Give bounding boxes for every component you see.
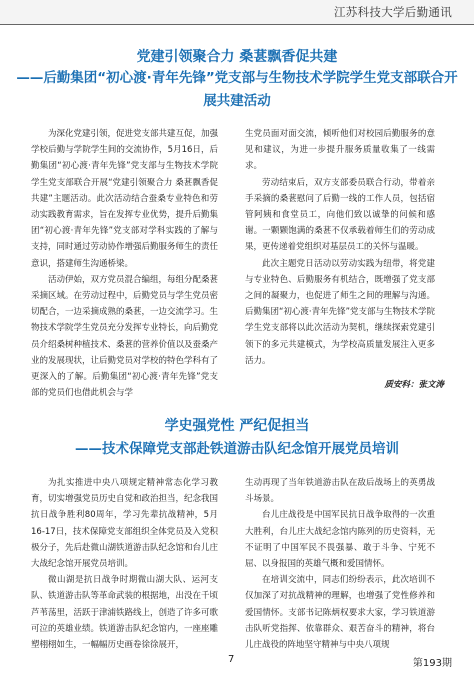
article1-subtitle: ——后勤集团“初心渡·青年先锋”党支部与生物技术学院学生党支部联合开展共建活动: [16, 70, 458, 109]
article1-left-column: [31, 126, 218, 401]
paragraph: 在培训交流中，同志们纷纷表示，此次培训不仅加深了对抗战精神的理解，也增强了党性修养和爱国情怀。支部书记陈炳权要求大家，学习铁道游击队听党指挥、依靠群众、艰苦奋斗的精神，将台儿庄战役的阵地坚守精神与中央八项规: [245, 575, 435, 651]
article1-author: 质安科：张文涛: [384, 380, 444, 390]
article2-subtitle: ——技术保障党支部赴铁道游击队纪念馆开展党员培训: [75, 441, 399, 457]
issue-number: 第193期: [412, 658, 452, 669]
article2-title: 学史强党性 严纪促担当: [164, 418, 310, 434]
paragraph: 此次主题党日活动以劳动实践为纽带，将党建与专业特色、后勤服务有机结合，既增强了党支部之间的凝聚力，也促进了师生之间的理解与沟通。后勤集团“初心渡·青年先锋”党支部与生物技术学院学生党支部将以此次活动为契机，继续探索党建引领下的多元共建模式，为学校高质量发展注入更多活力。: [245, 258, 436, 366]
publication-title: 江苏科技大学后勤通讯: [334, 5, 452, 19]
page-number: 7: [228, 654, 235, 665]
paragraph: 台儿庄战役是中国军民抗日战争取得的一次重大胜利，台儿庄大战纪念馆内陈列的历史资料，无不证明了中国军民不畏强暴、敢于斗争、宁死不屈、以身报国的英雄气概和爱国情怀。: [245, 510, 435, 570]
paragraph: 劳动结束后，双方支部委员联合行动，带着亲手采摘的桑葚慰问了后勤一线的工作人员，包括宿管阿姨和食堂员工，向他们致以诚挚的问候和感谢。一颗颗饱满的桑葚不仅承载着师生们的劳动成果，更传递着党组织对基层员工的关怀与温暖。: [245, 177, 435, 253]
article2-right-column: [245, 475, 435, 653]
header-rule: [0, 24, 474, 25]
paragraph: 为扎实推进中央八项规定精神常态化学习教育，切实增强党员历史自觉和政治担当，纪念我国抗日战争胜利80周年，学习先辈抗战精神，5月16-17日，技术保障党支部组织全体党员及入党积极分子，先后赴微山湖铁道游击队纪念馆和台儿庄大战纪念馆开展党员培训。: [31, 478, 219, 570]
paragraph: 为深化党建引领，促进党支部共建互促，加强学校后勤与学院学生间的交流协作，5月16日，后勤集团“初心渡·青年先锋”党支部与生物技术学院学生党支部联合开展“党建引领聚合力 桑葚飘香促共建”主题活动。此次活动结合蚕桑专业特色和劳动实践教育需求，旨在发挥专业优势，提升后勤集团“初心渡·青年先锋”党支部对学科实践的了解与支持，同时通过劳动协作增强后勤服务师生的责任意识，搭建师生沟通桥梁。: [31, 129, 219, 269]
article1-right-column: [245, 126, 435, 369]
paragraph: 微山湖是抗日战争时期微山湖大队、运河支队、铁道游击队等革命武装的根据地，出没在千顷芦苇荡里，活跃于津浦铁路线上，创造了许多可歌可泣的英雄业绩。铁道游击队纪念馆内，一座座雕塑栩栩如生，一幅幅历史画卷徐徐展开，: [31, 575, 219, 651]
paragraph: 生党员面对面交流，倾听他们对校园后勤服务的意见和建议，为进一步提升服务质量收集了一线需求。: [245, 129, 435, 172]
article1-title: 党建引领聚合力 桑葚飘香促共建: [136, 49, 338, 65]
article2-left-column: [31, 475, 218, 653]
paragraph: 生动再现了当年铁道游击队在敌后战场上的英勇战斗场景。: [245, 478, 435, 505]
paragraph: 活动伊始，双方党员混合编组，每组分配桑葚采摘区域。在劳动过程中，后勤党员与学生党员密切配合，一边采摘成熟的桑葚，一边交流学习。生物技术学院学生党员充分发挥专业特长，向后勤党员介绍桑树种植技术、桑葚的营养价值以及蚕桑产业的发展现状，让后勤党员对学校的特色学科有了更深入的了解。后勤集团“初心渡·青年先锋”党支部的党员们也借此机会与学: [31, 274, 219, 399]
page-header: [0, 0, 474, 24]
